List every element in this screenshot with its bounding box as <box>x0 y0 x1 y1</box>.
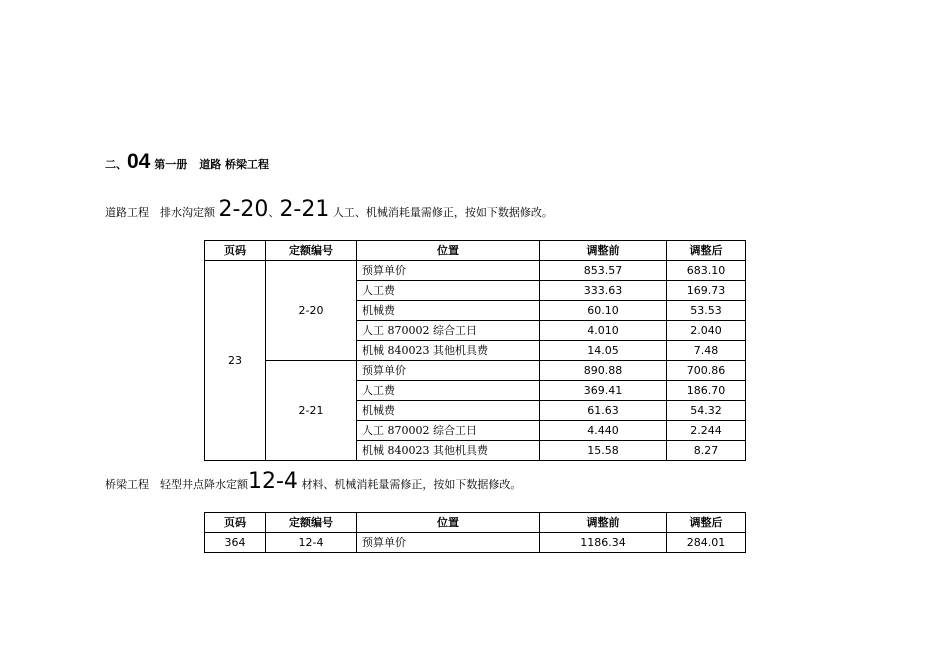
location-cell <box>357 321 540 341</box>
road-engineering-note <box>105 195 553 228</box>
bridge-engineering-note <box>105 467 521 500</box>
heading-title: 道路 桥梁工程 <box>199 158 270 171</box>
section-heading <box>105 148 269 179</box>
location-cell: 人工费 <box>357 381 540 401</box>
before-cell: 890.88 <box>540 361 667 381</box>
quota-cell: 2-21 <box>266 361 357 461</box>
location-prefix: 人工 <box>362 424 388 437</box>
after-cell: 2.244 <box>667 421 746 441</box>
header-quota: 定额编号 <box>266 513 357 533</box>
before-cell: 4.010 <box>540 321 667 341</box>
page-cell: 23 <box>205 261 266 461</box>
location-cell: 机械费 <box>357 401 540 421</box>
location-prefix: 机械 <box>362 444 388 457</box>
page-cell: 364 <box>205 533 266 553</box>
location-cell <box>357 421 540 441</box>
location-cell: 预算单价 <box>357 533 540 553</box>
table-header-row <box>205 241 746 261</box>
header-before: 调整前 <box>540 513 667 533</box>
location-suffix: 其他机具费 <box>429 444 488 457</box>
location-suffix: 综合工日 <box>429 324 477 337</box>
note-lead: 桥梁工程 <box>105 478 149 491</box>
material-code: 840023 <box>387 344 430 357</box>
location-cell: 机械费 <box>357 301 540 321</box>
note-lead: 道路工程 <box>105 206 149 219</box>
table-row <box>205 261 746 281</box>
location-prefix: 人工 <box>362 324 388 337</box>
bridge-adjustment-table <box>204 512 746 553</box>
before-cell: 853.57 <box>540 261 667 281</box>
header-after: 调整后 <box>667 513 746 533</box>
after-cell: 683.10 <box>667 261 746 281</box>
note-text-b: 材料、机械消耗量需修正，按如下数据修改。 <box>301 478 522 491</box>
heading-volume: 第一册 <box>154 158 188 171</box>
note-text-a: 轻型井点降水定额 <box>160 478 248 491</box>
location-suffix: 综合工日 <box>429 424 477 437</box>
material-code: 840023 <box>387 444 430 457</box>
before-cell: 14.05 <box>540 341 667 361</box>
location-cell <box>357 441 540 461</box>
quota-cell: 2-20 <box>266 261 357 361</box>
before-cell: 15.58 <box>540 441 667 461</box>
before-cell: 333.63 <box>540 281 667 301</box>
note-text-a: 排水沟定额 <box>160 206 215 219</box>
quota-code-a: 2-20 <box>218 197 269 222</box>
note-sep: 、 <box>268 206 280 219</box>
location-cell <box>357 341 540 361</box>
after-cell: 7.48 <box>667 341 746 361</box>
before-cell: 60.10 <box>540 301 667 321</box>
heading-prefix: 二、 <box>105 158 127 171</box>
header-page: 页码 <box>205 513 266 533</box>
road-adjustment-table <box>204 240 746 461</box>
after-cell: 8.27 <box>667 441 746 461</box>
after-cell: 700.86 <box>667 361 746 381</box>
quota-cell: 12-4 <box>266 533 357 553</box>
quota-code: 12-4 <box>248 469 298 494</box>
header-location: 位置 <box>357 513 540 533</box>
location-suffix: 其他机具费 <box>429 344 488 357</box>
location-prefix: 机械 <box>362 344 388 357</box>
location-cell: 预算单价 <box>357 261 540 281</box>
after-cell: 53.53 <box>667 301 746 321</box>
header-location: 位置 <box>357 241 540 261</box>
after-cell: 169.73 <box>667 281 746 301</box>
after-cell: 186.70 <box>667 381 746 401</box>
table-header-row <box>205 513 746 533</box>
after-cell: 284.01 <box>667 533 746 553</box>
after-cell: 54.32 <box>667 401 746 421</box>
quota-code-b: 2-21 <box>279 197 330 222</box>
before-cell: 369.41 <box>540 381 667 401</box>
material-code: 870002 <box>387 424 430 437</box>
header-after: 调整后 <box>667 241 746 261</box>
header-page: 页码 <box>205 241 266 261</box>
header-quota: 定额编号 <box>266 241 357 261</box>
before-cell: 1186.34 <box>540 533 667 553</box>
note-text-b: 人工、机械消耗量需修正，按如下数据修改。 <box>332 206 553 219</box>
heading-number: 04 <box>127 150 151 173</box>
location-cell: 人工费 <box>357 281 540 301</box>
table-row <box>205 533 746 553</box>
material-code: 870002 <box>387 324 430 337</box>
before-cell: 4.440 <box>540 421 667 441</box>
location-cell: 预算单价 <box>357 361 540 381</box>
header-before: 调整前 <box>540 241 667 261</box>
after-cell: 2.040 <box>667 321 746 341</box>
before-cell: 61.63 <box>540 401 667 421</box>
table-row <box>205 361 746 381</box>
